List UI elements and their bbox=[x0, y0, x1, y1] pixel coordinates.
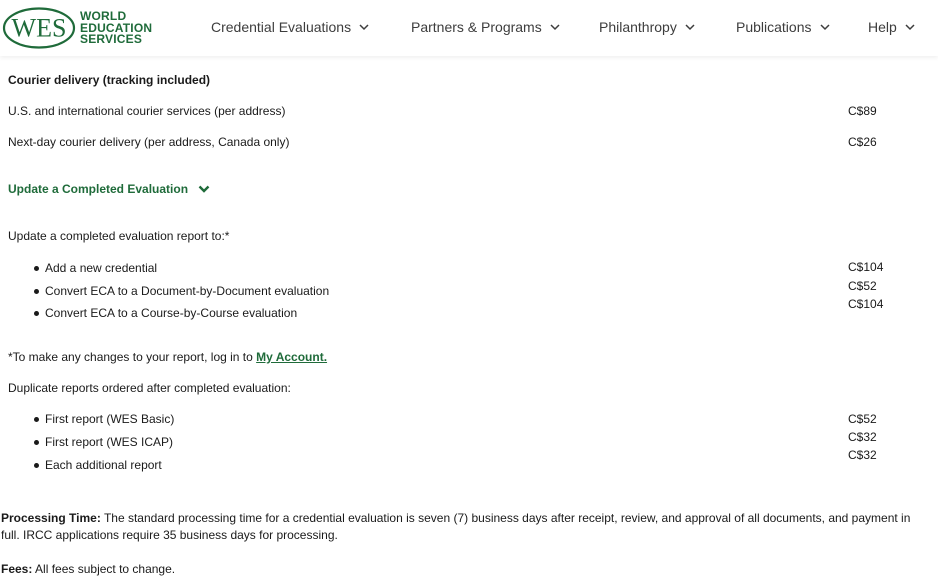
update-toggle-label: Update a Completed Evaluation bbox=[8, 182, 189, 196]
nav-label: Help bbox=[868, 19, 897, 35]
courier-row-label: U.S. and international courier services (per address) bbox=[8, 104, 286, 118]
logo-line-2: EDUCATION bbox=[80, 20, 153, 35]
duplicate-item-label: First report (WES Basic) bbox=[45, 412, 175, 426]
nav-label: Partners & Programs bbox=[411, 19, 542, 35]
update-note bbox=[8, 350, 327, 364]
logo-mark-text: WES bbox=[11, 13, 67, 43]
update-item-label: Convert ECA to a Document-by-Document evaluation bbox=[45, 284, 330, 298]
duplicate-item-price: C$32 bbox=[848, 448, 877, 462]
courier-row-price: C$89 bbox=[848, 104, 877, 118]
nav-label: Credential Evaluations bbox=[211, 19, 352, 35]
processing-time-label: Processing Time: bbox=[1, 511, 101, 525]
bullet bbox=[34, 440, 39, 445]
bullet bbox=[34, 417, 39, 422]
update-item-label: Add a new credential bbox=[45, 261, 158, 275]
nav-label: Publications bbox=[736, 19, 812, 35]
update-note-text: *To make any changes to your report, log in to bbox=[8, 350, 257, 364]
fees-text: All fees subject to change. bbox=[32, 562, 176, 576]
processing-time-paragraph bbox=[1, 510, 921, 544]
update-item-label: Convert ECA to a Course-by-Course evaluation bbox=[45, 306, 298, 320]
fees-label: Fees: bbox=[1, 562, 33, 576]
bullet bbox=[34, 463, 39, 468]
bullet bbox=[34, 311, 39, 316]
update-evaluation-toggle[interactable] bbox=[8, 182, 210, 196]
duplicate-item-price: C$52 bbox=[848, 412, 877, 426]
courier-heading: Courier delivery (tracking included) bbox=[8, 73, 211, 87]
duplicate-item-label: Each additional report bbox=[45, 458, 162, 472]
courier-row-price: C$26 bbox=[848, 135, 877, 149]
duplicates-intro: Duplicate reports ordered after completed evaluation: bbox=[8, 381, 291, 395]
nav-label: Philanthropy bbox=[599, 19, 677, 35]
logo-line-1: WORLD bbox=[80, 9, 127, 23]
duplicate-item-label: First report (WES ICAP) bbox=[45, 435, 174, 449]
my-account-link[interactable]: My Account. bbox=[256, 350, 328, 364]
update-intro: Update a completed evaluation report to:* bbox=[8, 229, 230, 243]
chevron-down-icon bbox=[198, 184, 210, 194]
update-item-price: C$104 bbox=[848, 260, 884, 274]
update-item-price: C$104 bbox=[848, 297, 884, 311]
duplicate-item-price: C$32 bbox=[848, 430, 877, 444]
processing-time-text: The standard processing time for a credential evaluation is seven (7) business days after receipt, review, and approval of all documents, and payment in full. IRCC applications require 35 business days for processing. bbox=[1, 511, 911, 542]
logo-line-3: SERVICES bbox=[80, 32, 143, 46]
fees-paragraph bbox=[1, 561, 921, 578]
bullet bbox=[34, 289, 39, 294]
courier-row-label: Next-day courier delivery (per address, Canada only) bbox=[8, 135, 290, 149]
update-item-price: C$52 bbox=[848, 279, 877, 293]
bullet bbox=[34, 266, 39, 271]
